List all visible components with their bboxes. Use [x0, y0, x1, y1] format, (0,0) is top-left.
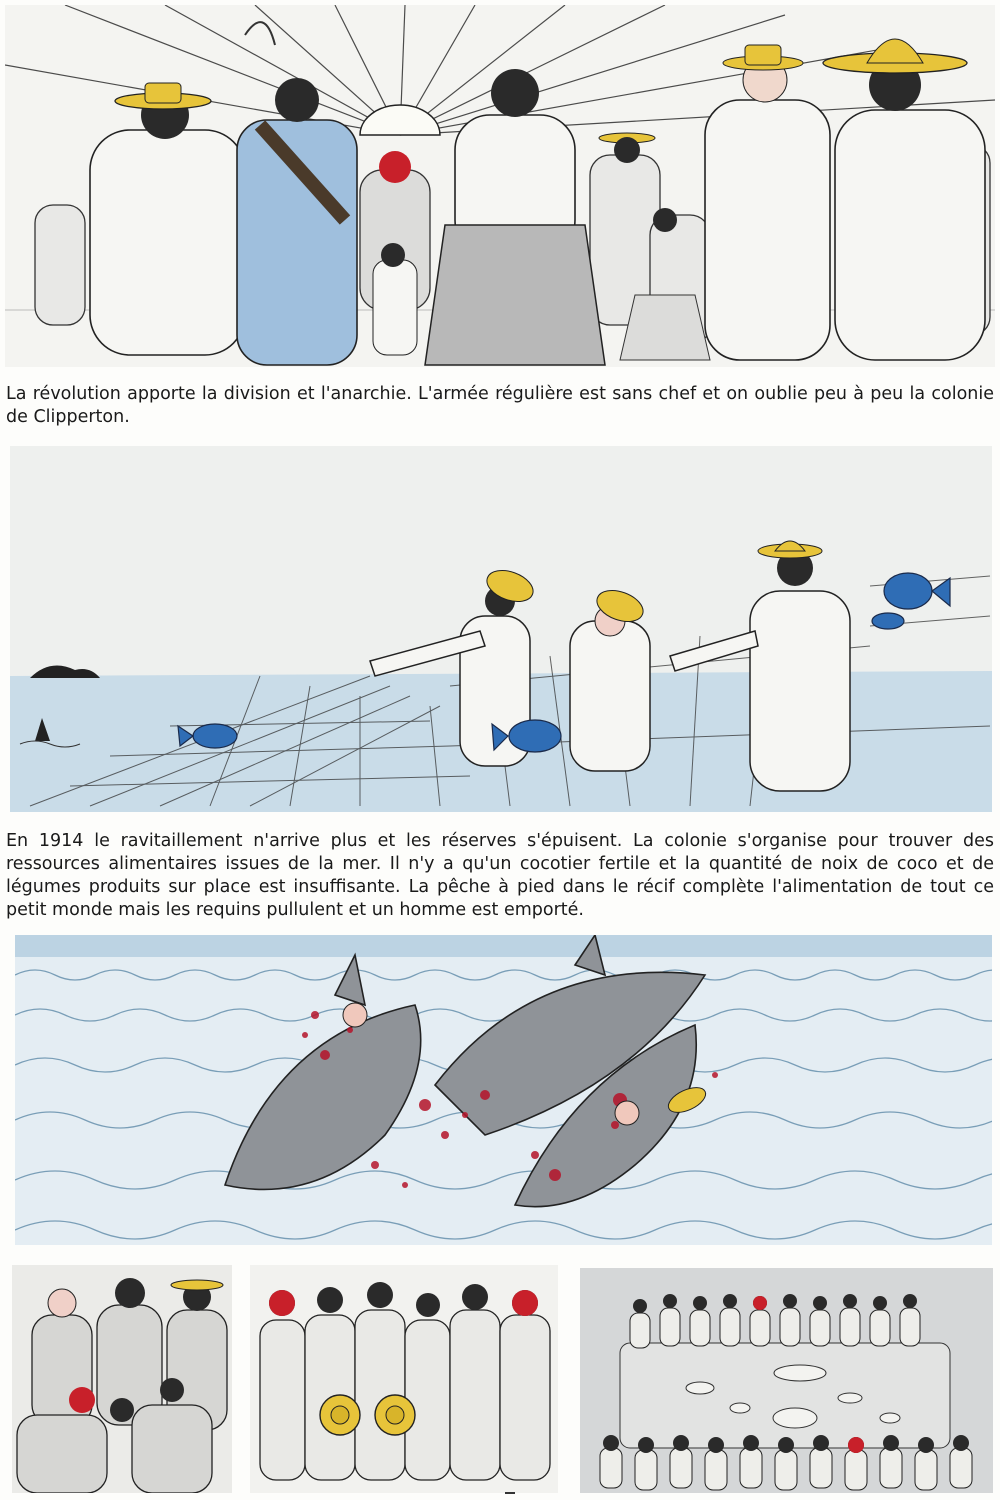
- crowd-illustration: [5, 5, 995, 367]
- mourners-illustration: [250, 1265, 558, 1493]
- panel-fishing-net: [10, 446, 992, 812]
- page-number-mark: [505, 1492, 515, 1494]
- panel-communal-meal: [580, 1268, 993, 1493]
- fishing-illustration: [10, 446, 992, 812]
- panel-revolution-crowd: [5, 5, 995, 367]
- grief-illustration: [12, 1265, 232, 1493]
- panel-shark-attack: [15, 935, 992, 1245]
- meal-illustration: [580, 1268, 993, 1493]
- caption-supply-1914: En 1914 le ravitaillement n'arrive plus et les réserves s'épuisent. La colonie s'organise pour trouver des ressources alimentaires issues de la mer. Il n'y a qu'un cocotier fertile et la quantité de noix de coco et de légumes produits sur place est insuffisante. La pêche à pied dans le récif complète l'alimentation de tout ce petit monde mais les requins pullulent et un homme est emporté.: [6, 831, 994, 920]
- shark-illustration: [15, 935, 992, 1245]
- panel-family-grief: [12, 1265, 232, 1493]
- panel-mourners-hats: [250, 1265, 558, 1493]
- caption-revolution: La révolution apporte la division et l'anarchie. L'armée régulière est sans chef et on oublie peu à peu la colonie de Clipperton.: [6, 384, 994, 427]
